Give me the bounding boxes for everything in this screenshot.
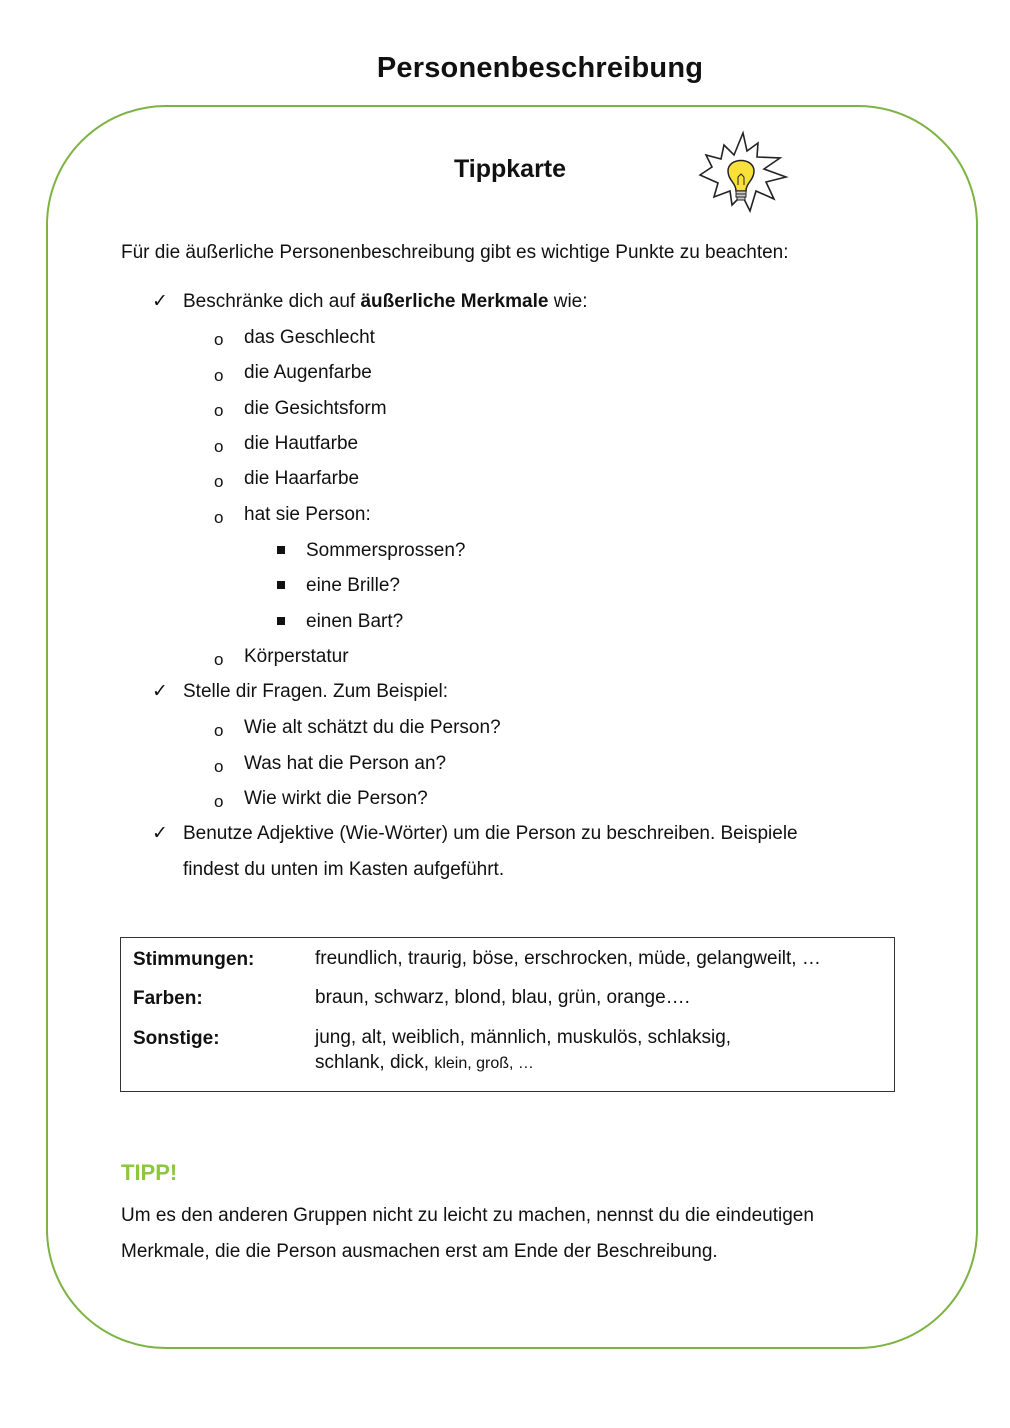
- detail-item: Sommersprossen?: [306, 540, 466, 561]
- merkmal-item: die Hautfarbe: [244, 433, 359, 454]
- merkmal-item: die Haarfarbe: [244, 468, 360, 489]
- page-title: Personenbeschreibung: [376, 52, 704, 84]
- adjective-label: Farben:: [133, 988, 203, 1009]
- adjective-value: freundlich, traurig, böse, erschrocken, müde, gelangweilt, …: [315, 948, 821, 969]
- circle-bullet-icon: o: [214, 508, 224, 527]
- adjective-value-line-2: [315, 1050, 534, 1076]
- merkmal-item: hat sie Person:: [244, 504, 371, 525]
- point-2: Stelle dir Fragen. Zum Beispiel:: [183, 681, 449, 702]
- frage-item: Was hat die Person an?: [244, 753, 447, 774]
- circle-bullet-icon: o: [214, 401, 224, 420]
- check-icon: ✓: [152, 823, 168, 844]
- merkmal-item: Körperstatur: [244, 646, 349, 667]
- frage-item: Wie wirkt die Person?: [244, 788, 428, 809]
- point-1-before: Beschränke dich auf: [183, 291, 361, 312]
- point-1-bold: äußerliche Merkmale: [360, 291, 549, 312]
- adjective-value-part-small: klein, groß, …: [434, 1055, 534, 1072]
- merkmal-item: die Gesichtsform: [244, 398, 387, 419]
- adjective-value-part: schlank, dick,: [315, 1052, 435, 1073]
- point-3-line-2: findest du unten im Kasten aufgeführt.: [183, 859, 505, 880]
- lightbulb-icon: [688, 127, 792, 215]
- adjective-value: braun, schwarz, blond, blau, grün, orange….: [315, 987, 690, 1008]
- adjective-label: Stimmungen:: [133, 949, 255, 970]
- check-icon: ✓: [152, 681, 168, 702]
- square-bullet-icon: [277, 581, 285, 589]
- adjective-label: Sonstige:: [133, 1028, 220, 1049]
- card-title: Tippkarte: [453, 155, 567, 183]
- point-1-after: wie:: [548, 291, 588, 312]
- adjective-value-line-1: jung, alt, weiblich, männlich, muskulös, schlaksig,: [315, 1027, 732, 1048]
- check-icon: ✓: [152, 291, 168, 312]
- merkmal-item: das Geschlecht: [244, 327, 375, 348]
- circle-bullet-icon: o: [214, 330, 224, 349]
- adjective-box: [120, 937, 895, 1092]
- point-3-line-1: Benutze Adjektive (Wie-Wörter) um die Person zu beschreiben. Beispiele: [183, 823, 798, 844]
- frage-item: Wie alt schätzt du die Person?: [244, 717, 501, 738]
- tipp-text: Um es den anderen Gruppen nicht zu leicht zu machen, nennst du die eindeutigen Merkmale, die die Person ausmachen erst am Ende der Beschreibung.: [121, 1205, 814, 1262]
- square-bullet-icon: [277, 546, 285, 554]
- detail-item: eine Brille?: [306, 575, 400, 596]
- circle-bullet-icon: o: [214, 650, 224, 669]
- circle-bullet-icon: o: [214, 792, 224, 811]
- circle-bullet-icon: o: [214, 721, 224, 740]
- merkmal-item: die Augenfarbe: [244, 362, 372, 383]
- circle-bullet-icon: o: [214, 437, 224, 456]
- tipp-heading: TIPP!: [121, 1160, 178, 1185]
- circle-bullet-icon: o: [214, 757, 224, 776]
- intro-text: Für die äußerliche Personenbeschreibung gibt es wichtige Punkte zu beachten:: [121, 242, 789, 263]
- detail-item: einen Bart?: [306, 611, 404, 632]
- circle-bullet-icon: o: [214, 366, 224, 385]
- square-bullet-icon: [277, 617, 285, 625]
- point-1: [183, 291, 588, 313]
- circle-bullet-icon: o: [214, 472, 224, 491]
